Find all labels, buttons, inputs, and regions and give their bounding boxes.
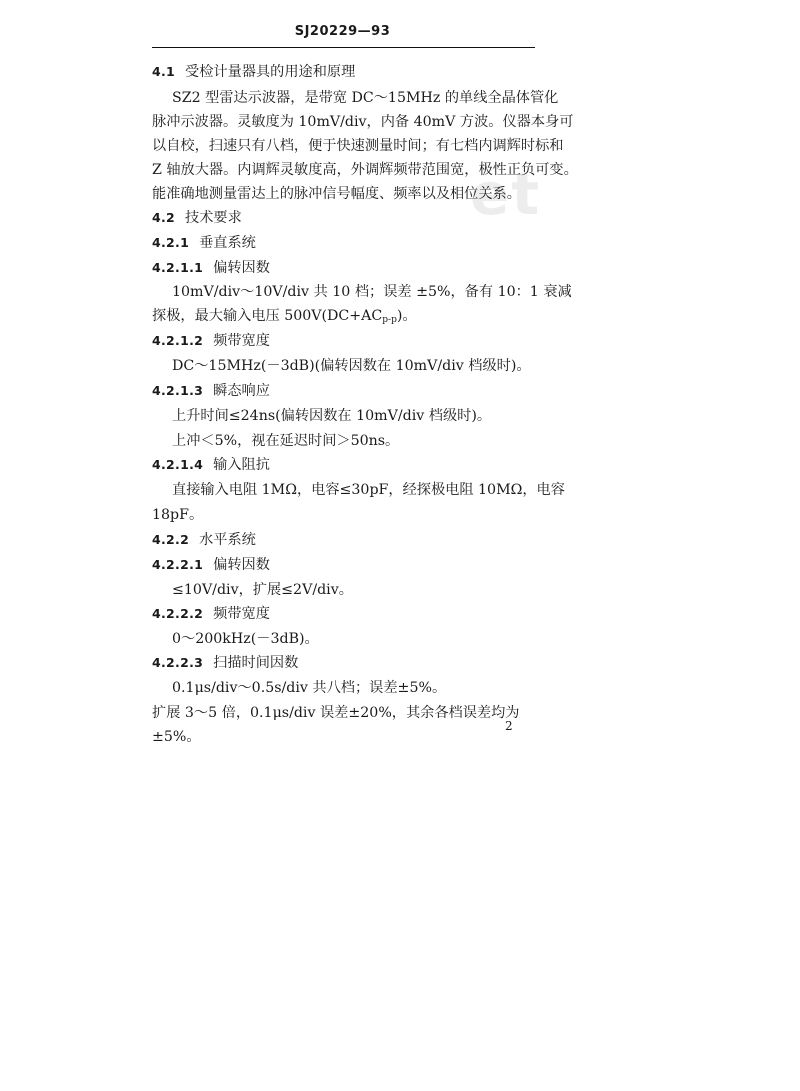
paragraph-line: 10mV/div～10V/div 共 10 档；误差 ±5%，备有 10：1 衰减	[172, 284, 572, 300]
section-number: 4.2.1	[152, 235, 190, 250]
paragraph-line: DC～15MHz(－3dB)(偏转因数在 10mV/div 档级时)。	[172, 358, 531, 374]
section-number: 4.2.2.2	[152, 606, 204, 621]
header-rule	[152, 47, 535, 48]
section-4-2-1-4-heading	[152, 455, 270, 475]
paragraph-line: 扩展 3～5 倍，0.1μs/div 误差±20%，其余各档误差均为	[152, 705, 520, 721]
section-number: 4.2.1.4	[152, 457, 204, 472]
section-number: 4.2.1.1	[152, 260, 204, 275]
section-number: 4.1	[152, 64, 176, 79]
section-number: 4.2.1.2	[152, 333, 204, 348]
section-title: 频带宽度	[213, 333, 270, 349]
section-4-2-1-3-heading	[152, 381, 270, 401]
paragraph-line: 0.1μs/div～0.5s/div 共八档；误差±5%。	[172, 680, 447, 696]
text-run: )。	[396, 308, 417, 324]
section-4-2-2-2-heading	[152, 604, 270, 624]
section-title: 水平系统	[199, 532, 256, 548]
document-code-header: SJ20229—93	[294, 24, 391, 39]
section-number: 4.2.1.3	[152, 383, 204, 398]
watermark: et	[470, 160, 542, 228]
paragraph-line: 以自校，扫速只有八档，便于快速测量时间；有七档内调辉时标和	[152, 138, 564, 154]
paragraph-line: Z 轴放大器。内调辉灵敏度高，外调辉频带范围宽，极性正负可变。	[152, 162, 578, 178]
section-4-2-1-2-heading	[152, 331, 270, 351]
section-4-2-2-heading	[152, 530, 256, 550]
section-title: 偏转因数	[213, 260, 270, 276]
paragraph-line: 能准确地测量雷达上的脉冲信号幅度、频率以及相位关系。	[152, 186, 521, 202]
paragraph-line: ±5%。	[152, 729, 201, 745]
text-run: 探极，最大输入电压 500V(DC+AC	[152, 308, 383, 324]
paragraph-line: ≤10V/div，扩展≤2V/div。	[172, 582, 353, 598]
section-4-2-2-1-heading	[152, 555, 270, 575]
paragraph-line: SZ2 型雷达示波器，是带宽 DC～15MHz 的单线全晶体管化	[172, 90, 559, 106]
section-number: 4.2.2.3	[152, 655, 204, 670]
paragraph-line: 上冲＜5%，视在延迟时间＞50ns。	[172, 433, 400, 449]
section-4-2-1-heading	[152, 233, 256, 253]
section-title: 受检计量器具的用途和原理	[185, 64, 356, 80]
section-number: 4.2	[152, 210, 176, 225]
section-4-2-2-3-heading	[152, 653, 298, 673]
section-number: 4.2.2.1	[152, 557, 204, 572]
section-title: 偏转因数	[213, 557, 270, 573]
section-4-2-1-1-heading	[152, 258, 270, 278]
section-title: 瞬态响应	[213, 383, 270, 399]
section-title: 技术要求	[185, 210, 242, 226]
section-4-1-heading	[152, 62, 355, 82]
paragraph-line: 18pF。	[152, 507, 204, 523]
section-title: 扫描时间因数	[213, 655, 299, 671]
page-number: 2	[505, 719, 513, 733]
section-title: 频带宽度	[213, 606, 270, 622]
paragraph-line	[152, 306, 417, 330]
section-4-2-heading	[152, 208, 242, 228]
subscript: p-p	[382, 315, 397, 325]
section-title: 垂直系统	[199, 235, 256, 251]
paragraph-line: 直接输入电阻 1MΩ，电容≤30pF，经探极电阻 10MΩ，电容	[172, 482, 565, 498]
paragraph-line: 上升时间≤24ns(偏转因数在 10mV/div 档级时)。	[172, 408, 492, 424]
paragraph-line: 脉冲示波器。灵敏度为 10mV/div，内备 40mV 方波。仪器本身可	[152, 114, 574, 130]
section-number: 4.2.2	[152, 532, 190, 547]
section-title: 输入阻抗	[213, 457, 270, 473]
paragraph-line: 0～200kHz(－3dB)。	[172, 631, 319, 647]
